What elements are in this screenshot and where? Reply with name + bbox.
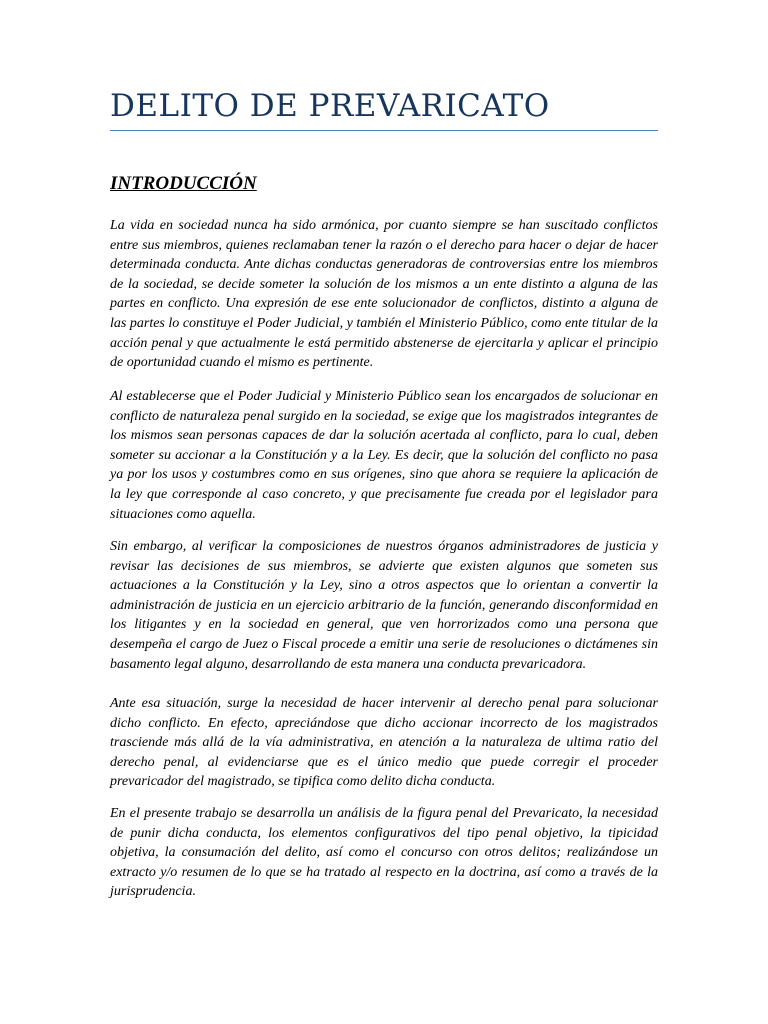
paragraph: La vida en sociedad nunca ha sido armónica, por cuanto siempre se han suscitado conflictos entre sus miembros, quienes reclamaban tener la razón o el derecho para hacer o dejar de hacer determinada conducta. Ante dichas conductas generadoras de controversias entre los miembros de la sociedad, se decide someter la solución de los mismos a un ente distinto a alguna de las partes en conflicto. Una expresión de ese ente solucionador de conflictos, distinto a alguna de las partes lo constituye el Poder Judicial, y también el Ministerio Público, como ente titular de la acción penal y que actualmente le está permitido abstenerse de ejercitarla y aplicar el principio de oportunidad cuando el mismo es pertinente. bbox=[110, 218, 658, 371]
section-heading-introduccion: INTRODUCCIÓN bbox=[110, 173, 257, 194]
paragraph: En el presente trabajo se desarrolla un análisis de la figura penal del Prevaricato, la necesidad de punir dicha conducta, los elementos configurativos del tipo penal objetivo, la tipicidad objetiva, la consumación del delito, así como el concurso con otros delitos; realizándose un extracto y/o resumen de lo que se ha tratado al respecto en la doctrina, así como a través de la jurisprudencia. bbox=[110, 806, 658, 900]
paragraph: Ante esa situación, surge la necesidad de hacer intervenir al derecho penal para solucionar dicho conflicto. En efecto, apreciándose que dicho accionar incorrecto de los magistrados trasciende más allá de la vía administrativa, en atención a la naturaleza de ultima ratio del derecho penal, al evidenciarse que es el único medio que puede corregir el proceder prevaricador del magistrado, se tipifica como delito dicha conducta. bbox=[110, 696, 658, 790]
paragraph: Al establecerse que el Poder Judicial y Ministerio Público sean los encargados de solucionar en conflicto de naturaleza penal surgido en la sociedad, se exige que los magistrados integrantes de los mismos sean personas capaces de dar la solución acertada al conflicto, para lo cual, deben someter su accionar a la Constitución y a la Ley. Es decir, que la solución del conflicto no pasa ya por los usos y costumbres como en sus orígenes, sino que ahora se requiere la aplicación de la ley que corresponde al caso concreto, y que precisamente fue creada por el legislador para situaciones como aquella. bbox=[110, 389, 658, 522]
title-underline-rule bbox=[110, 130, 658, 131]
document-title: DELITO DE PREVARICATO bbox=[110, 88, 550, 124]
paragraph: Sin embargo, al verificar la composiciones de nuestros órganos administradores de justicia y revisar las decisiones de sus miembros, se advierte que existen algunos que someten sus actuaciones a la Constitución y la Ley, sino a otros aspectos que lo orientan a convertir la administración de justicia en un ejercicio arbitrario de la función, generando disconformidad en los litigantes y en la sociedad en general, que ven horrorizados como una persona que desempeña el cargo de Juez o Fiscal procede a emitir una serie de resoluciones o dictámenes sin basamento legal alguno, desarrollando de esta manera una conducta prevaricadora. bbox=[110, 539, 658, 672]
